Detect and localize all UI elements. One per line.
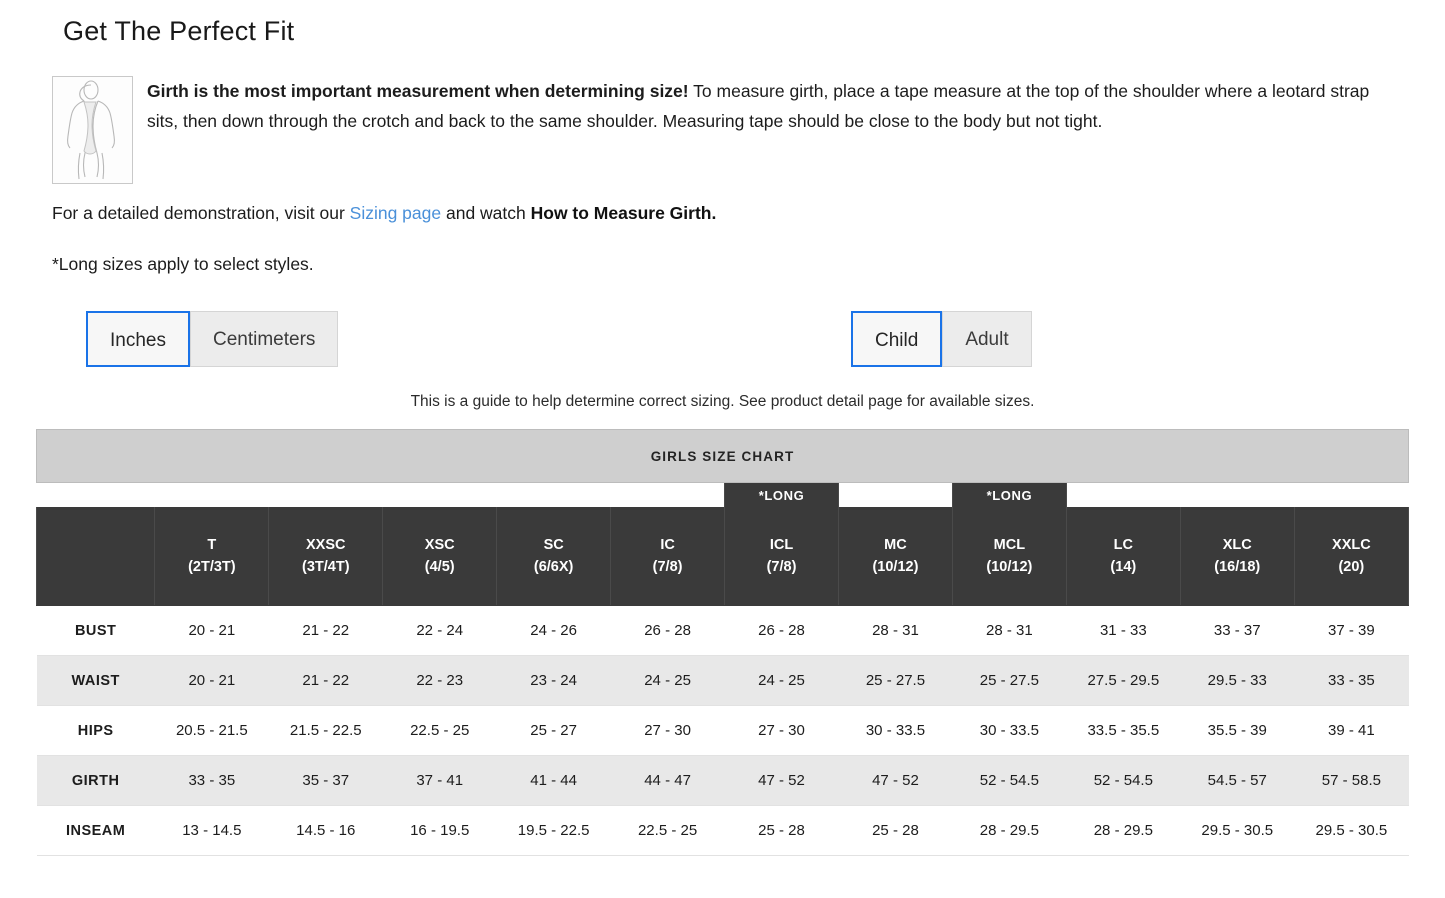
row-label-girth: GIRTH	[37, 756, 155, 806]
long-spacer-2	[269, 483, 383, 508]
cell-bust-xxlc: 37 - 39	[1294, 606, 1408, 656]
column-header-t	[155, 507, 269, 606]
intro-bold-text: Girth is the most important measurement when determining size!	[147, 81, 689, 101]
cell-waist-xxsc: 21 - 22	[269, 656, 383, 706]
table-row	[37, 606, 1409, 656]
cell-bust-icl: 26 - 28	[725, 606, 839, 656]
cell-waist-xsc: 22 - 23	[383, 656, 497, 706]
table-row	[37, 706, 1409, 756]
cell-waist-icl: 24 - 25	[725, 656, 839, 706]
cell-hips-xxsc: 21.5 - 22.5	[269, 706, 383, 756]
chart-title: GIRLS SIZE CHART	[37, 430, 1409, 483]
cell-girth-mcl: 52 - 54.5	[952, 756, 1066, 806]
cell-girth-lc: 52 - 54.5	[1066, 756, 1180, 806]
cell-hips-icl: 27 - 30	[725, 706, 839, 756]
cell-girth-mc: 47 - 52	[838, 756, 952, 806]
column-size-ic: IC	[660, 537, 675, 553]
column-header-xxlc	[1294, 507, 1408, 606]
row-label-waist: WAIST	[37, 656, 155, 706]
column-header-icl	[725, 507, 839, 606]
column-header-ic	[611, 507, 725, 606]
column-range-ic: (7/8)	[652, 559, 683, 575]
cell-waist-ic: 24 - 25	[611, 656, 725, 706]
long-sizes-note: *Long sizes apply to select styles.	[52, 254, 314, 274]
column-header-mcl	[952, 507, 1066, 606]
table-row	[37, 756, 1409, 806]
cell-hips-lc: 33.5 - 35.5	[1066, 706, 1180, 756]
cell-waist-lc: 27.5 - 29.5	[1066, 656, 1180, 706]
size-chart-body	[37, 606, 1409, 856]
long-spacer-7	[1066, 483, 1180, 508]
column-size-sc: SC	[543, 537, 564, 553]
cell-hips-xxlc: 39 - 41	[1294, 706, 1408, 756]
column-header-sc	[497, 507, 611, 606]
cell-bust-xlc: 33 - 37	[1180, 606, 1294, 656]
long-marker-icl: *LONG	[725, 483, 839, 508]
column-size-xxsc: XXSC	[306, 537, 346, 553]
column-size-xsc: XSC	[424, 537, 455, 553]
column-range-xxlc: (20)	[1338, 559, 1365, 575]
column-range-icl: (7/8)	[766, 559, 797, 575]
cell-girth-xlc: 54.5 - 57	[1180, 756, 1294, 806]
cell-girth-xxsc: 35 - 37	[269, 756, 383, 806]
row-label-hips: HIPS	[37, 706, 155, 756]
long-spacer-9	[1294, 483, 1408, 508]
cell-bust-xxsc: 21 - 22	[269, 606, 383, 656]
cell-waist-xlc: 29.5 - 33	[1180, 656, 1294, 706]
column-range-lc: (14)	[1110, 559, 1137, 575]
units-toggle-group	[86, 311, 338, 367]
cell-bust-t: 20 - 21	[155, 606, 269, 656]
column-size-mc: MC	[884, 537, 907, 553]
cell-bust-ic: 26 - 28	[611, 606, 725, 656]
column-size-t: T	[207, 537, 217, 553]
how-to-measure-girth-text: How to Measure Girth.	[530, 203, 717, 223]
long-spacer-1	[155, 483, 269, 508]
cell-hips-xlc: 35.5 - 39	[1180, 706, 1294, 756]
sizing-page-link[interactable]: Sizing page	[349, 203, 442, 223]
toggle-adult[interactable]: Adult	[942, 311, 1031, 367]
cell-hips-mcl: 30 - 33.5	[952, 706, 1066, 756]
size-chart-table	[36, 429, 1409, 856]
table-row	[37, 806, 1409, 856]
cell-waist-t: 20 - 21	[155, 656, 269, 706]
cell-hips-ic: 27 - 30	[611, 706, 725, 756]
long-spacer-0	[37, 483, 155, 508]
column-range-xsc: (4/5)	[424, 559, 455, 575]
size-header-row	[37, 507, 1409, 606]
intro-rest-text: To measure girth, place a tape measure at the top of the shoulder where a leotard strap sits, then down through the crotch and back to the same shoulder. Measuring tape should be close to the body but not tight.	[147, 81, 1370, 131]
row-label-bust: BUST	[37, 606, 155, 656]
age-group-toggle-group	[851, 311, 1032, 367]
cell-girth-ic: 44 - 47	[611, 756, 725, 806]
column-header-xsc	[383, 507, 497, 606]
row-label-inseam: INSEAM	[37, 806, 155, 856]
cell-inseam-xlc: 29.5 - 30.5	[1180, 806, 1294, 856]
cell-waist-mc: 25 - 27.5	[838, 656, 952, 706]
chart-title-row	[37, 430, 1409, 483]
column-header-xlc	[1180, 507, 1294, 606]
column-range-t: (2T/3T)	[188, 559, 236, 575]
cell-inseam-mcl: 28 - 29.5	[952, 806, 1066, 856]
cell-bust-mcl: 28 - 31	[952, 606, 1066, 656]
long-spacer-6	[838, 483, 952, 508]
size-chart-head	[37, 430, 1409, 606]
column-header-mc	[838, 507, 952, 606]
column-size-mcl: MCL	[993, 537, 1026, 553]
guide-note: This is a guide to help determine correct sizing. See product detail page for available sizes.	[410, 393, 1035, 410]
column-range-sc: (6/6X)	[533, 559, 574, 575]
cell-bust-lc: 31 - 33	[1066, 606, 1180, 656]
size-chart-container	[36, 429, 1409, 856]
cell-bust-mc: 28 - 31	[838, 606, 952, 656]
column-header-lc	[1066, 507, 1180, 606]
long-spacer-4	[497, 483, 611, 508]
cell-inseam-ic: 22.5 - 25	[611, 806, 725, 856]
intro-paragraph	[147, 76, 1387, 136]
cell-inseam-xxsc: 14.5 - 16	[269, 806, 383, 856]
cell-girth-sc: 41 - 44	[497, 756, 611, 806]
column-range-mcl: (10/12)	[986, 559, 1033, 575]
cell-hips-sc: 25 - 27	[497, 706, 611, 756]
table-row	[37, 656, 1409, 706]
sizing-line-mid: and watch	[441, 203, 531, 223]
column-range-mc: (10/12)	[872, 559, 919, 575]
toggle-inches[interactable]: Inches	[86, 311, 190, 367]
cell-inseam-t: 13 - 14.5	[155, 806, 269, 856]
column-range-xxsc: (3T/4T)	[302, 559, 350, 575]
cell-girth-xsc: 37 - 41	[383, 756, 497, 806]
cell-inseam-xxlc: 29.5 - 30.5	[1294, 806, 1408, 856]
cell-waist-mcl: 25 - 27.5	[952, 656, 1066, 706]
long-spacer-8	[1180, 483, 1294, 508]
column-range-xlc: (16/18)	[1214, 559, 1261, 575]
leotard-measurement-illustration	[52, 76, 133, 184]
sizing-line-prefix: For a detailed demonstration, visit our	[52, 203, 350, 223]
cell-inseam-xsc: 16 - 19.5	[383, 806, 497, 856]
cell-bust-sc: 24 - 26	[497, 606, 611, 656]
long-spacer-5	[611, 483, 725, 508]
cell-hips-mc: 30 - 33.5	[838, 706, 952, 756]
cell-waist-sc: 23 - 24	[497, 656, 611, 706]
toggle-centimeters[interactable]: Centimeters	[190, 311, 338, 367]
column-size-icl: ICL	[769, 537, 794, 553]
long-spacer-3	[383, 483, 497, 508]
cell-bust-xsc: 22 - 24	[383, 606, 497, 656]
cell-hips-t: 20.5 - 21.5	[155, 706, 269, 756]
cell-waist-xxlc: 33 - 35	[1294, 656, 1408, 706]
cell-girth-t: 33 - 35	[155, 756, 269, 806]
column-size-lc: LC	[1113, 537, 1133, 553]
cell-inseam-mc: 25 - 28	[838, 806, 952, 856]
cell-inseam-icl: 25 - 28	[725, 806, 839, 856]
toggle-child[interactable]: Child	[851, 311, 942, 367]
cell-girth-icl: 47 - 52	[725, 756, 839, 806]
cell-inseam-lc: 28 - 29.5	[1066, 806, 1180, 856]
cell-girth-xxlc: 57 - 58.5	[1294, 756, 1408, 806]
long-marker-row	[37, 483, 1409, 508]
cell-inseam-sc: 19.5 - 22.5	[497, 806, 611, 856]
page-title: Get The Perfect Fit	[63, 16, 295, 46]
cell-hips-xsc: 22.5 - 25	[383, 706, 497, 756]
header-corner	[37, 507, 155, 606]
sizing-demo-line	[52, 203, 716, 224]
column-header-xxsc	[269, 507, 383, 606]
column-size-xlc: XLC	[1222, 537, 1252, 553]
intro-section	[52, 76, 1392, 184]
column-size-xxlc: XXLC	[1332, 537, 1371, 553]
long-marker-mcl: *LONG	[952, 483, 1066, 508]
